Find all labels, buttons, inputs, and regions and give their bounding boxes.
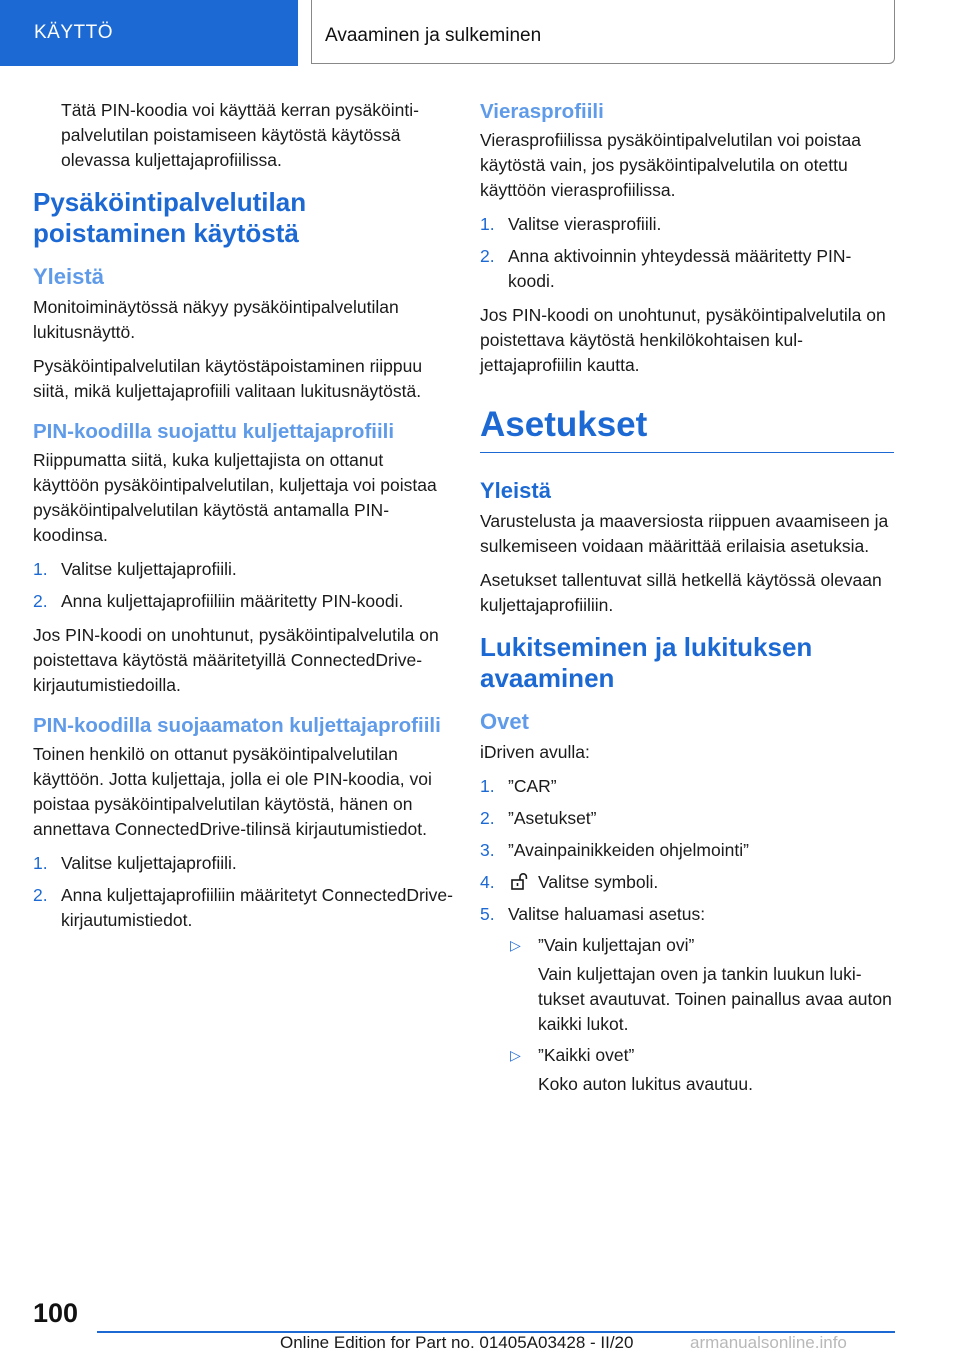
right-column [480, 98, 894, 1106]
option-description: Vain kuljettajan oven ja tankin luukun lukitukset avautuvat. Toinen painallus avaa auton kaikki lukot. [538, 964, 892, 1034]
step-number: 5. [480, 904, 495, 924]
watermark: armanualsonline.info [690, 1333, 847, 1352]
step-text: Valitse kuljettajaprofiili. [61, 853, 237, 873]
step-number: 2. [33, 885, 48, 905]
unlock-icon [510, 872, 530, 890]
step-text: Valitse vierasprofiili. [508, 214, 662, 234]
paragraph: Jos PIN-koodi on unohtunut, pysäköintipalvelutila on poistettava käytöstä määritetyillä ConnectedDrive-kirjautumistiedoilla. [33, 625, 439, 695]
paragraph: Jos PIN-koodi on unohtunut, pysäköintipalvelutila on poistettava käytöstä henkilökohtaisen kuljettajaprofiilin kautta. [480, 305, 886, 375]
subheading-no-pin: PIN-koodilla suojaamaton kuljettajaprofiili [33, 714, 441, 737]
step-number: 3. [480, 840, 495, 860]
intro-paragraph: Tätä PIN-koodia voi käyttää kerran pysäköintipalvelutilan poistamiseen käytöstä käytössä olevassa kuljettajaprofiilissa. [61, 100, 419, 170]
step-text: ”Asetukset” [508, 808, 597, 828]
section-heading-valet-off: Pysäköintipalvelutilan poistaminen käytöstä [33, 187, 307, 248]
step-number: 2. [480, 246, 495, 266]
step-number: 2. [480, 808, 495, 828]
steps-list [33, 557, 453, 614]
triangle-bullet-icon: ▷ [510, 937, 521, 953]
step-text: Anna kuljettajaprofiiliin määritetyt ConnectedDrive-kirjautumistiedot. [61, 885, 453, 930]
paragraph: iDriven avulla: [480, 742, 590, 762]
steps-list [33, 851, 453, 933]
list-item [480, 902, 894, 1097]
paragraph: Monitoiminäytössä näkyy pysäköintipalvelutilan lukitusnäyttö. [33, 297, 399, 342]
option-item [508, 933, 894, 1037]
list-item [33, 589, 453, 614]
paragraph: Pysäköintipalvelutilan käytöstäpoistaminen riippuu siitä, mikä kuljettajaprofiili valitaan lukitusnäytöstä. [33, 356, 423, 401]
option-description: Koko auton lukitus avautuu. [538, 1074, 754, 1094]
subheading-guest-profile: Vierasprofiili [480, 100, 604, 123]
subheading-pin-protected: PIN-koodilla suojattu kuljettajaprofiili [33, 420, 395, 443]
step-number: 4. [480, 872, 495, 892]
subheading-general: Yleistä [480, 478, 551, 503]
list-item [33, 851, 453, 876]
step-number: 1. [33, 559, 48, 579]
step-number: 1. [480, 214, 495, 234]
chapter-title: Avaaminen ja sulkeminen [311, 0, 895, 64]
option-title: ”Vain kuljettajan ovi” [538, 935, 695, 955]
list-item [33, 883, 453, 933]
steps-list [480, 212, 894, 294]
section-heading-locking: Lukitseminen ja lukituksen avaaminen [480, 632, 813, 693]
subheading-general: Yleistä [33, 264, 104, 289]
step-text: Anna kuljettajaprofiiliin määritetty PIN-koodi. [61, 591, 404, 611]
option-item [508, 1043, 894, 1097]
edition-text: Online Edition for Part no. 01405A03428 - II/20 [280, 1333, 634, 1352]
step-number: 1. [33, 853, 48, 873]
paragraph: Vierasprofiilissa pysäköintipalvelutilan voi poistaa käytöstä vain, jos pysäköintipalvelutila on otettu käyttöön vierasprofiilissa. [480, 130, 861, 200]
step-text: Valitse kuljettajaprofiili. [61, 559, 237, 579]
triangle-bullet-icon: ▷ [510, 1047, 521, 1063]
list-item [480, 838, 894, 863]
list-item [480, 870, 894, 895]
left-column [33, 98, 453, 942]
list-item [33, 557, 453, 582]
list-item [480, 244, 894, 294]
list-item [480, 212, 894, 237]
section-tab: KÄYTTÖ [0, 0, 298, 66]
options-list [508, 933, 894, 1097]
paragraph: Varustelusta ja maaversiosta riippuen avaamiseen ja sulkemiseen voidaan määrittää erilaisia asetuksia. [480, 511, 889, 556]
page-header [0, 0, 960, 66]
step-text: ”CAR” [508, 776, 557, 796]
step-text: ”Avainpainikkeiden ohjelmointi” [508, 840, 749, 860]
list-item [480, 774, 894, 799]
option-title: ”Kaikki ovet” [538, 1045, 635, 1065]
steps-list [480, 774, 894, 1097]
paragraph: Asetukset tallentuvat sillä hetkellä käytössä olevaan kuljettajaprofiiliin. [480, 570, 882, 615]
subheading-doors: Ovet [480, 709, 529, 734]
list-item [480, 806, 894, 831]
paragraph: Toinen henkilö on ottanut pysäköintipalvelutilan käyttöön. Jotta kuljettaja, jolla ei ole PIN-koodia, voi poistaa pysäköintipalvelutilan käytöstä, hänen on annettava ConnectedDrive-tilinsä kirjautumistiedot. [33, 744, 432, 839]
step-text: Anna aktivoinnin yhteydessä määritetty PIN-koodi. [508, 246, 852, 291]
chapter-heading-settings: Asetukset [480, 404, 894, 453]
step-text: Valitse haluamasi asetus: [508, 904, 706, 924]
page-number: 100 [33, 1298, 79, 1328]
step-number: 2. [33, 591, 48, 611]
step-number: 1. [480, 776, 495, 796]
paragraph: Riippumatta siitä, kuka kuljettajista on ottanut käyttöön pysäköintipalvelutilan, kuljettaja voi poistaa pysäköintipalvelutilan käytöstä antamalla PIN-koodinsa. [33, 450, 437, 545]
step-text: Valitse symboli. [538, 872, 659, 892]
